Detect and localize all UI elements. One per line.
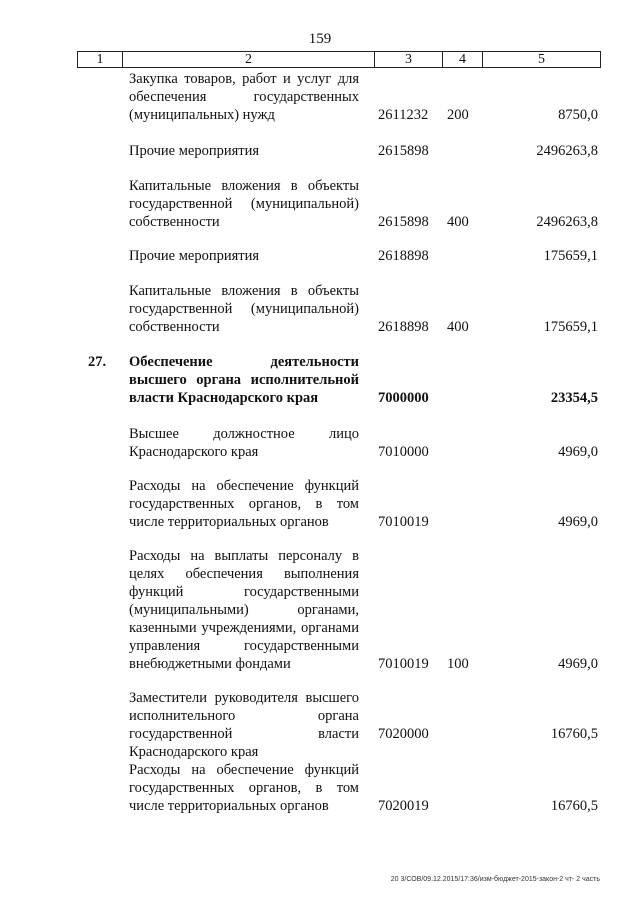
column-header-4: 4 bbox=[443, 52, 483, 68]
row-amount: 175659,1 bbox=[543, 248, 598, 264]
table-row bbox=[0, 761, 640, 815]
row-amount: 16760,5 bbox=[550, 726, 598, 742]
table-row bbox=[0, 177, 640, 231]
row-name: Капитальные вложения в объекты государственной (муниципальной) собственности bbox=[129, 178, 359, 230]
column-header-2: 2 bbox=[123, 52, 375, 68]
row-name: Закупка товаров, работ и услуг для обеспечения государственных (муниципальных) нужд bbox=[129, 71, 359, 123]
column-header-row bbox=[78, 52, 601, 68]
row-code: 7010019 bbox=[378, 514, 429, 530]
row-name: Расходы на выплаты персоналу в целях обеспечения выполнения функций государственными (муниципальными) органами, казенными учреждениями, органами управления государственными внебюджетными фондами bbox=[129, 548, 359, 672]
row-code: 7020000 bbox=[378, 726, 429, 742]
column-header-table bbox=[77, 51, 601, 68]
row-amount: 4969,0 bbox=[558, 444, 598, 460]
row-name: Заместители руководителя высшего исполнительного органа государственной власти Краснодарского края bbox=[129, 690, 359, 760]
row-code: 2615898 bbox=[378, 214, 429, 230]
row-amount: 2496263,8 bbox=[536, 143, 598, 159]
table-row bbox=[0, 247, 640, 265]
row-code: 2615898 bbox=[378, 143, 429, 159]
row-code: 2611232 bbox=[378, 107, 429, 123]
row-amount: 23354,5 bbox=[550, 390, 598, 406]
row-type: 400 bbox=[447, 214, 469, 230]
table-row bbox=[0, 689, 640, 760]
row-amount: 2496263,8 bbox=[536, 214, 598, 230]
row-code: 2618898 bbox=[378, 248, 429, 264]
row-amount: 8750,0 bbox=[558, 107, 598, 123]
row-name: Высшее должностное лицо Краснодарского края bbox=[129, 426, 359, 460]
table-row bbox=[0, 477, 640, 531]
table-row bbox=[0, 142, 640, 160]
row-amount: 4969,0 bbox=[558, 514, 598, 530]
row-amount: 175659,1 bbox=[543, 319, 598, 335]
row-name: Прочие мероприятия bbox=[129, 143, 260, 159]
table-row bbox=[0, 282, 640, 336]
column-header-3: 3 bbox=[375, 52, 443, 68]
row-name: Расходы на обеспечение функций государственных органов, в том числе территориальных органов bbox=[129, 762, 359, 814]
table-row bbox=[0, 425, 640, 461]
table-row bbox=[0, 353, 640, 407]
row-number: 27. bbox=[88, 354, 107, 370]
row-type: 200 bbox=[447, 107, 469, 123]
footer-document-id: 20 3/СОВ/09.12.2015/17:36/изм-бюджет-2015-закон-2 чт- 2 часть bbox=[390, 876, 600, 883]
column-header-1: 1 bbox=[78, 52, 123, 68]
row-name: Прочие мероприятия bbox=[129, 248, 260, 264]
row-code: 7010000 bbox=[378, 444, 429, 460]
row-name: Обеспечение деятельности высшего органа исполнительной власти Краснодарского края bbox=[129, 354, 359, 406]
row-code: 7000000 bbox=[378, 390, 429, 406]
row-code: 7010019 bbox=[378, 656, 429, 672]
row-type: 100 bbox=[447, 656, 469, 672]
row-name: Расходы на обеспечение функций государственных органов, в том числе территориальных органов bbox=[129, 478, 359, 530]
table-row bbox=[0, 547, 640, 673]
row-type: 400 bbox=[447, 319, 469, 335]
row-code: 7020019 bbox=[378, 798, 429, 814]
row-code: 2618898 bbox=[378, 319, 429, 335]
row-amount: 16760,5 bbox=[550, 798, 598, 814]
row-amount: 4969,0 bbox=[558, 656, 598, 672]
row-name: Капитальные вложения в объекты государственной (муниципальной) собственности bbox=[129, 283, 359, 335]
table-row bbox=[0, 70, 640, 124]
page-number: 159 bbox=[308, 31, 332, 47]
column-header-5: 5 bbox=[483, 52, 601, 68]
